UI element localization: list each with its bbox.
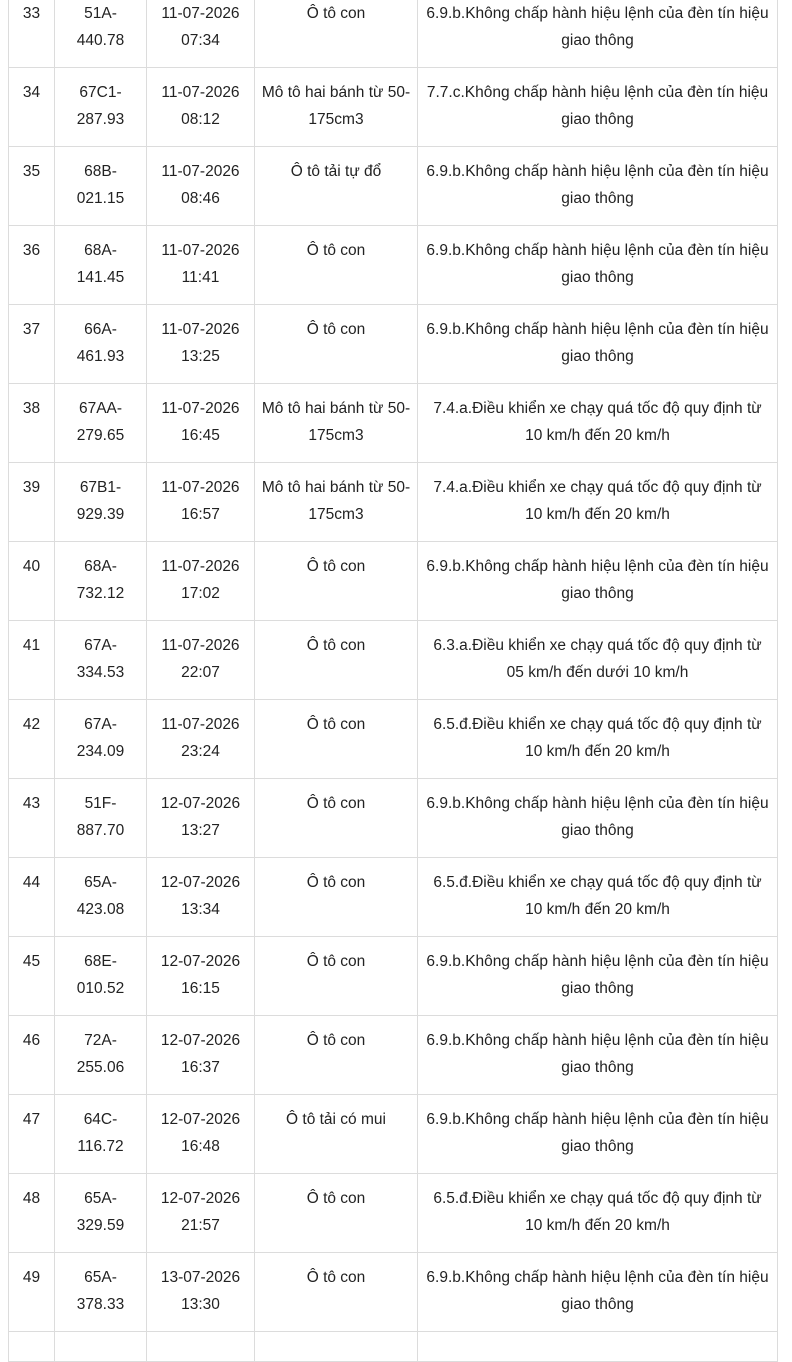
vehicle-type-cell: Ô tô con <box>255 779 418 858</box>
time-cell <box>147 1016 255 1095</box>
table-row <box>9 463 778 542</box>
table-row <box>9 858 778 937</box>
plate-prefix: 65A- <box>84 874 117 891</box>
violation-time: 08:12 <box>181 110 220 128</box>
time-cell <box>147 147 255 226</box>
violation-description-cell <box>418 0 778 68</box>
plate-number: 010.52 <box>76 979 125 997</box>
plate-cell <box>55 226 147 305</box>
vehicle-type-cell: Ô tô con <box>255 1253 418 1332</box>
violation-description-cell <box>418 68 778 147</box>
time-cell <box>147 779 255 858</box>
plate-number: 287.93 <box>76 110 125 128</box>
violation-date: 11-07-2026 <box>161 242 240 259</box>
plate-cell <box>55 700 147 779</box>
table-row <box>9 1253 778 1332</box>
plate-number: 378.33 <box>76 1295 125 1313</box>
stt-cell: 46 <box>9 1016 55 1095</box>
stt-cell: 33 <box>9 0 55 68</box>
violation-description-cell <box>418 1174 778 1253</box>
violation-description: 6.9.b.Không chấp hành hiệu lệnh của đèn tín hiệu giao thông <box>426 953 769 997</box>
violation-description-cell <box>418 384 778 463</box>
violation-time: 13:30 <box>181 1295 220 1313</box>
plate-cell <box>55 384 147 463</box>
time-cell <box>147 384 255 463</box>
plate-cell <box>55 621 147 700</box>
table-row-partial <box>9 1332 778 1362</box>
plate-cell <box>55 147 147 226</box>
plate-prefix: 67A- <box>84 716 117 733</box>
table-body <box>9 0 778 1362</box>
empty-cell <box>147 1332 255 1362</box>
plate-prefix: 67B1- <box>79 479 122 496</box>
empty-cell <box>418 1332 778 1362</box>
plate-prefix: 51A- <box>84 5 117 22</box>
violation-date: 11-07-2026 <box>161 163 240 180</box>
violation-description: 6.5.đ.Điều khiển xe chạy quá tốc độ quy định từ 10 km/h đến 20 km/h <box>433 874 762 918</box>
vehicle-type-cell: Ô tô tải có mui <box>255 1095 418 1174</box>
table-row <box>9 779 778 858</box>
plate-number: 021.15 <box>76 189 125 207</box>
plate-number: 279.65 <box>76 426 125 444</box>
violation-date: 12-07-2026 <box>160 795 241 812</box>
stt-cell: 48 <box>9 1174 55 1253</box>
violation-description-cell <box>418 226 778 305</box>
plate-prefix: 65A- <box>84 1269 117 1286</box>
violation-time: 17:02 <box>181 584 220 602</box>
violation-date: 11-07-2026 <box>161 558 240 575</box>
stt-cell: 38 <box>9 384 55 463</box>
violation-description: 6.9.b.Không chấp hành hiệu lệnh của đèn tín hiệu giao thông <box>426 242 769 286</box>
vehicle-type-cell: Ô tô con <box>255 305 418 384</box>
violation-date: 13-07-2026 <box>160 1269 241 1286</box>
stt-cell: 40 <box>9 542 55 621</box>
violation-description: 7.4.a.Điều khiển xe chạy quá tốc độ quy định từ 10 km/h đến 20 km/h <box>433 479 762 523</box>
violation-description: 6.9.b.Không chấp hành hiệu lệnh của đèn tín hiệu giao thông <box>426 1032 769 1076</box>
violation-time: 22:07 <box>181 663 220 681</box>
violation-time: 11:41 <box>181 268 220 286</box>
time-cell <box>147 1253 255 1332</box>
violation-date: 12-07-2026 <box>160 1190 241 1207</box>
time-cell <box>147 463 255 542</box>
stt-cell: 36 <box>9 226 55 305</box>
violation-description: 6.9.b.Không chấp hành hiệu lệnh của đèn tín hiệu giao thông <box>426 1269 769 1313</box>
time-cell <box>147 858 255 937</box>
violation-description-cell <box>418 1016 778 1095</box>
violation-time: 08:46 <box>181 189 220 207</box>
plate-prefix: 72A- <box>84 1032 117 1049</box>
violation-date: 12-07-2026 <box>160 1111 241 1128</box>
plate-number: 929.39 <box>76 505 125 523</box>
vehicle-type-cell: Ô tô con <box>255 1174 418 1253</box>
violation-date: 11-07-2026 <box>161 400 240 417</box>
plate-number: 732.12 <box>76 584 125 602</box>
plate-number: 461.93 <box>76 347 125 365</box>
plate-cell <box>55 1253 147 1332</box>
violation-description-cell <box>418 937 778 1016</box>
time-cell <box>147 1174 255 1253</box>
violation-description-cell <box>418 1253 778 1332</box>
plate-cell <box>55 1016 147 1095</box>
stt-cell: 49 <box>9 1253 55 1332</box>
plate-prefix: 67AA- <box>78 400 123 417</box>
violation-time: 16:37 <box>181 1058 220 1076</box>
time-cell <box>147 621 255 700</box>
vehicle-type-cell: Ô tô con <box>255 700 418 779</box>
violation-time: 16:48 <box>181 1137 220 1155</box>
plate-number: 334.53 <box>76 663 125 681</box>
violation-description: 6.9.b.Không chấp hành hiệu lệnh của đèn tín hiệu giao thông <box>426 5 769 49</box>
violation-date: 12-07-2026 <box>160 953 241 970</box>
plate-number: 329.59 <box>76 1216 125 1234</box>
violation-description-cell <box>418 621 778 700</box>
violation-time: 21:57 <box>181 1216 220 1234</box>
violation-date: 11-07-2026 <box>161 479 240 496</box>
violation-description: 6.3.a.Điều khiển xe chạy quá tốc độ quy định từ 05 km/h đến dưới 10 km/h <box>433 637 762 681</box>
vehicle-type-cell: Ô tô tải tự đổ <box>255 147 418 226</box>
violation-description-cell <box>418 858 778 937</box>
violation-description-cell <box>418 463 778 542</box>
violation-description: 6.5.đ.Điều khiển xe chạy quá tốc độ quy định từ 10 km/h đến 20 km/h <box>433 716 762 760</box>
time-cell <box>147 68 255 147</box>
plate-cell <box>55 68 147 147</box>
table-row <box>9 1016 778 1095</box>
stt-cell: 39 <box>9 463 55 542</box>
vehicle-type-cell: Ô tô con <box>255 858 418 937</box>
table-row <box>9 1095 778 1174</box>
plate-cell <box>55 858 147 937</box>
stt-cell: 45 <box>9 937 55 1016</box>
plate-cell <box>55 779 147 858</box>
violation-time: 16:15 <box>181 979 220 997</box>
plate-prefix: 64C- <box>83 1111 118 1128</box>
plate-prefix: 68E- <box>84 953 117 970</box>
plate-cell <box>55 305 147 384</box>
plate-prefix: 65A- <box>84 1190 117 1207</box>
violation-description-cell <box>418 779 778 858</box>
table-row <box>9 305 778 384</box>
violation-date: 12-07-2026 <box>160 1032 241 1049</box>
stt-cell: 34 <box>9 68 55 147</box>
violation-description: 6.9.b.Không chấp hành hiệu lệnh của đèn tín hiệu giao thông <box>426 558 769 602</box>
stt-cell: 37 <box>9 305 55 384</box>
table-row <box>9 147 778 226</box>
vehicle-type-cell: Ô tô con <box>255 542 418 621</box>
plate-cell <box>55 1095 147 1174</box>
violation-description: 6.5.đ.Điều khiển xe chạy quá tốc độ quy định từ 10 km/h đến 20 km/h <box>433 1190 762 1234</box>
plate-prefix: 51F- <box>84 795 117 812</box>
stt-cell: 41 <box>9 621 55 700</box>
time-cell <box>147 1095 255 1174</box>
time-cell <box>147 0 255 68</box>
table-row <box>9 68 778 147</box>
violation-date: 12-07-2026 <box>160 874 241 891</box>
stt-cell: 44 <box>9 858 55 937</box>
plate-number: 234.09 <box>76 742 125 760</box>
plate-number: 116.72 <box>77 1137 124 1155</box>
violation-date: 11-07-2026 <box>161 5 240 22</box>
stt-cell: 35 <box>9 147 55 226</box>
plate-prefix: 68B- <box>84 163 117 180</box>
plate-cell <box>55 937 147 1016</box>
violation-description-cell <box>418 147 778 226</box>
violation-description-cell <box>418 700 778 779</box>
violation-time: 07:34 <box>181 31 220 49</box>
table-row <box>9 621 778 700</box>
table-row <box>9 700 778 779</box>
plate-number: 255.06 <box>76 1058 125 1076</box>
vehicle-type-cell: Ô tô con <box>255 937 418 1016</box>
violation-description-cell <box>418 1095 778 1174</box>
vehicle-type-cell: Ô tô con <box>255 621 418 700</box>
violation-date: 11-07-2026 <box>161 84 240 101</box>
violation-description-cell <box>418 305 778 384</box>
violation-date: 11-07-2026 <box>161 716 240 733</box>
violation-description: 6.9.b.Không chấp hành hiệu lệnh của đèn tín hiệu giao thông <box>426 795 769 839</box>
empty-cell <box>255 1332 418 1362</box>
violation-time: 23:24 <box>181 742 220 760</box>
table-row <box>9 0 778 68</box>
violation-time: 16:57 <box>181 505 220 523</box>
violation-description: 7.4.a.Điều khiển xe chạy quá tốc độ quy định từ 10 km/h đến 20 km/h <box>433 400 762 444</box>
violation-description: 6.9.b.Không chấp hành hiệu lệnh của đèn tín hiệu giao thông <box>426 1111 769 1155</box>
stt-cell: 47 <box>9 1095 55 1174</box>
plate-prefix: 68A- <box>84 558 117 575</box>
vehicle-type-cell: Ô tô con <box>255 226 418 305</box>
plate-cell <box>55 0 147 68</box>
table-row <box>9 937 778 1016</box>
vehicle-type-cell: Ô tô con <box>255 1016 418 1095</box>
violation-description: 6.9.b.Không chấp hành hiệu lệnh của đèn tín hiệu giao thông <box>426 321 769 365</box>
time-cell <box>147 226 255 305</box>
violation-date: 11-07-2026 <box>161 637 240 654</box>
plate-number: 440.78 <box>76 31 125 49</box>
vehicle-type-cell: Mô tô hai bánh từ 50-175cm3 <box>255 384 418 463</box>
plate-cell <box>55 1174 147 1253</box>
stt-cell: 43 <box>9 779 55 858</box>
plate-number: 141.45 <box>76 268 125 286</box>
vehicle-type-cell: Ô tô con <box>255 0 418 68</box>
vehicle-type-cell: Mô tô hai bánh từ 50-175cm3 <box>255 463 418 542</box>
stt-cell: 42 <box>9 700 55 779</box>
plate-cell <box>55 542 147 621</box>
violations-table <box>8 0 778 1362</box>
plate-prefix: 67A- <box>84 637 117 654</box>
vehicle-type-cell: Mô tô hai bánh từ 50-175cm3 <box>255 68 418 147</box>
plate-cell <box>55 463 147 542</box>
table-row <box>9 1174 778 1253</box>
table-row <box>9 542 778 621</box>
violation-description-cell <box>418 542 778 621</box>
empty-cell <box>55 1332 147 1362</box>
table-row <box>9 226 778 305</box>
violation-description: 6.9.b.Không chấp hành hiệu lệnh của đèn tín hiệu giao thông <box>426 163 769 207</box>
violation-date: 11-07-2026 <box>161 321 240 338</box>
time-cell <box>147 700 255 779</box>
violation-time: 13:27 <box>181 821 220 839</box>
violation-time: 13:34 <box>181 900 220 918</box>
time-cell <box>147 542 255 621</box>
plate-number: 423.08 <box>76 900 125 918</box>
violation-time: 13:25 <box>181 347 220 365</box>
plate-number: 887.70 <box>76 821 125 839</box>
violation-description: 7.7.c.Không chấp hành hiệu lệnh của đèn tín hiệu giao thông <box>426 84 769 128</box>
time-cell <box>147 937 255 1016</box>
table-row <box>9 384 778 463</box>
empty-cell <box>9 1332 55 1362</box>
time-cell <box>147 305 255 384</box>
plate-prefix: 68A- <box>84 242 117 259</box>
violation-time: 16:45 <box>181 426 220 444</box>
plate-prefix: 67C1- <box>79 84 122 101</box>
plate-prefix: 66A- <box>84 321 117 338</box>
